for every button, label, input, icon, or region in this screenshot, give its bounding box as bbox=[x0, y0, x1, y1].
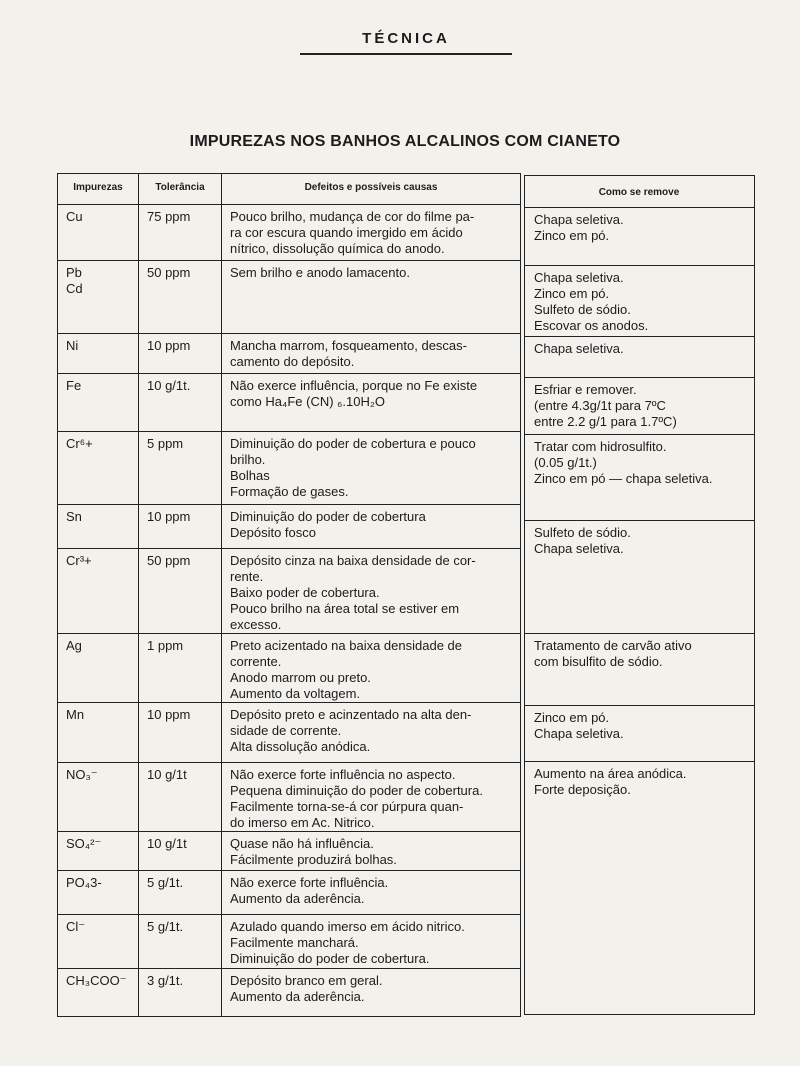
cell-tolerancia: 10 g/1t. bbox=[147, 378, 191, 393]
row-divider bbox=[525, 705, 754, 706]
cell-impureza: SO₄²⁻ bbox=[66, 836, 102, 851]
row-divider bbox=[58, 702, 520, 703]
cell-tolerancia: 5 g/1t. bbox=[147, 919, 184, 934]
cell-impureza: Ag bbox=[66, 638, 82, 653]
cell-tolerancia: 10 g/1t bbox=[147, 767, 187, 782]
cell-remove: Chapa seletiva. Zinco em pó. bbox=[534, 212, 624, 243]
cell-tolerancia: 10 ppm bbox=[147, 707, 191, 722]
removal-table bbox=[524, 175, 755, 1015]
cell-impureza: Ni bbox=[66, 338, 79, 353]
row-divider bbox=[58, 504, 520, 505]
row-divider bbox=[525, 265, 754, 266]
cell-defeitos: Depósito cinza na baixa densidade de cor- rente. Baixo poder de cobertura. Pouco brilho na área total se estiver em excesso. bbox=[230, 553, 476, 632]
column-header-tolerancia: Tolerância bbox=[155, 182, 205, 193]
cell-tolerancia: 10 ppm bbox=[147, 509, 191, 524]
row-divider bbox=[58, 762, 520, 763]
section-underline bbox=[300, 53, 512, 55]
row-divider bbox=[58, 373, 520, 374]
cell-defeitos: Quase não há influência. Fácilmente produzirá bolhas. bbox=[230, 836, 397, 867]
cell-remove: Chapa seletiva. bbox=[534, 341, 624, 356]
cell-impureza: Cl⁻ bbox=[66, 919, 86, 934]
cell-defeitos: Não exerce forte influência no aspecto. Pequena diminuição do poder de cobertura. Facilmente torna-se-á cor púrpura quan- do imerso em Ac. Nitrico. bbox=[230, 767, 483, 830]
row-divider bbox=[58, 260, 520, 261]
row-divider bbox=[525, 207, 754, 208]
cell-impureza: CH₃COO⁻ bbox=[66, 973, 127, 988]
row-divider bbox=[525, 520, 754, 521]
cell-defeitos: Depósito preto e acinzentado na alta den- sidade de corrente. Alta dissolução anódica. bbox=[230, 707, 472, 754]
cell-remove: Esfriar e remover. (entre 4.3g/1t para 7ºC entre 2.2 g/1 para 1.7ºC) bbox=[534, 382, 677, 429]
cell-remove: Zinco em pó. Chapa seletiva. bbox=[534, 710, 624, 741]
cell-tolerancia: 50 ppm bbox=[147, 553, 191, 568]
column-header-remove: Como se remove bbox=[598, 187, 680, 198]
cell-remove: Chapa seletiva. Zinco em pó. Sulfeto de sódio. Escovar os anodos. bbox=[534, 270, 649, 333]
row-divider bbox=[58, 870, 520, 871]
cell-defeitos: Não exerce influência, porque no Fe existe como Ha₄Fe (CN) ₆.10H₂O bbox=[230, 378, 478, 409]
row-divider bbox=[525, 336, 754, 337]
row-divider bbox=[58, 831, 520, 832]
row-divider bbox=[525, 633, 754, 634]
cell-tolerancia: 10 ppm bbox=[147, 338, 191, 353]
cell-tolerancia: 10 g/1t bbox=[147, 836, 187, 851]
cell-impureza: Cu bbox=[66, 209, 83, 224]
row-divider bbox=[58, 333, 520, 334]
row-divider bbox=[58, 204, 520, 205]
cell-impureza: Fe bbox=[66, 378, 82, 393]
cell-impureza: PO₄3- bbox=[66, 875, 102, 890]
cell-impureza: Mn bbox=[66, 707, 85, 722]
cell-defeitos: Azulado quando imerso em ácido nitrico. Facilmente manchará. Diminuição do poder de cobertura. bbox=[230, 919, 465, 966]
row-divider bbox=[58, 968, 520, 969]
cell-remove: Aumento na área anódica. Forte deposição. bbox=[534, 766, 687, 797]
cell-remove: Tratar com hidrosulfito. (0.05 g/1t.) Zinco em pó — chapa seletiva. bbox=[534, 439, 713, 486]
cell-remove: Tratamento de carvão ativo com bisulfito de sódio. bbox=[534, 638, 692, 669]
impurities-table bbox=[57, 173, 521, 1017]
cell-impureza: Sn bbox=[66, 509, 82, 524]
row-divider bbox=[525, 377, 754, 378]
column-header-defeitos: Defeitos e possíveis causas bbox=[304, 182, 438, 193]
cell-defeitos: Diminuição do poder de cobertura Depósito fosco bbox=[230, 509, 426, 540]
row-divider bbox=[525, 761, 754, 762]
cell-remove: Sulfeto de sódio. Chapa seletiva. bbox=[534, 525, 631, 556]
row-divider bbox=[58, 914, 520, 915]
column-divider bbox=[138, 174, 139, 1016]
column-divider bbox=[221, 174, 222, 1016]
cell-impureza: Pb Cd bbox=[66, 265, 83, 296]
cell-tolerancia: 50 ppm bbox=[147, 265, 191, 280]
cell-tolerancia: 5 ppm bbox=[147, 436, 184, 451]
cell-defeitos: Sem brilho e anodo lamacento. bbox=[230, 265, 410, 280]
page-title: IMPUREZAS NOS BANHOS ALCALINOS COM CIANETO bbox=[189, 133, 621, 150]
column-header-impurezas: Impurezas bbox=[73, 182, 123, 193]
cell-impureza: Cr⁶+ bbox=[66, 436, 93, 451]
row-divider bbox=[58, 633, 520, 634]
row-divider bbox=[58, 548, 520, 549]
cell-tolerancia: 3 g/1t. bbox=[147, 973, 184, 988]
cell-defeitos: Não exerce forte influência. Aumento da aderência. bbox=[230, 875, 389, 906]
cell-impureza: NO₃⁻ bbox=[66, 767, 98, 782]
cell-defeitos: Diminuição do poder de cobertura e pouco brilho. Bolhas Formação de gases. bbox=[230, 436, 476, 499]
cell-defeitos: Mancha marrom, fosqueamento, descas- camento do depósito. bbox=[230, 338, 467, 369]
cell-defeitos: Depósito branco em geral. Aumento da aderência. bbox=[230, 973, 383, 1004]
cell-defeitos: Pouco brilho, mudança de cor do filme pa- ra cor escura quando imergido em ácido nítrico, dissolução química do anodo. bbox=[230, 209, 475, 256]
cell-tolerancia: 5 g/1t. bbox=[147, 875, 184, 890]
cell-defeitos: Preto acizentado na baixa densidade de corrente. Anodo marrom ou preto. Aumento da voltagem. bbox=[230, 638, 463, 701]
row-divider bbox=[58, 431, 520, 432]
row-divider bbox=[525, 434, 754, 435]
cell-tolerancia: 1 ppm bbox=[147, 638, 184, 653]
cell-impureza: Cr³+ bbox=[66, 553, 92, 568]
section-header: TÉCNICA bbox=[362, 30, 450, 47]
cell-tolerancia: 75 ppm bbox=[147, 209, 191, 224]
